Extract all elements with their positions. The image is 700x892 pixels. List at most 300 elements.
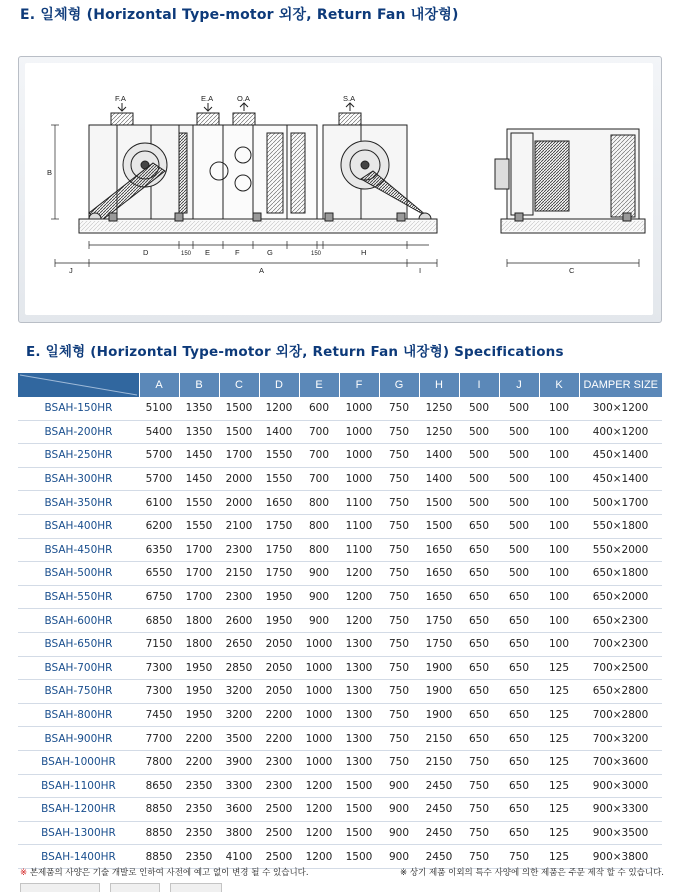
value-cell: 550×2000	[579, 538, 662, 562]
value-cell: 700×2800	[579, 703, 662, 727]
value-cell: 1000	[299, 750, 339, 774]
value-cell: 900×3800	[579, 845, 662, 869]
value-cell: 1500	[219, 397, 259, 420]
value-cell: 7300	[139, 656, 179, 680]
value-cell: 650	[459, 609, 499, 633]
value-cell: 1700	[219, 444, 259, 468]
value-cell: 2500	[259, 845, 299, 869]
value-cell: 300×1200	[579, 397, 662, 420]
model-cell: BSAH-1200HR	[18, 798, 139, 822]
header-cell: H	[419, 373, 459, 397]
value-cell: 600	[299, 397, 339, 420]
header-cell: E	[299, 373, 339, 397]
value-cell: 100	[539, 609, 579, 633]
value-cell: 3500	[219, 727, 259, 751]
value-cell: 700×2300	[579, 632, 662, 656]
value-cell: 1550	[259, 444, 299, 468]
value-cell: 750	[459, 821, 499, 845]
value-cell: 750	[379, 491, 419, 515]
value-cell: 1750	[259, 562, 299, 586]
value-cell: 1750	[259, 538, 299, 562]
model-cell: BSAH-750HR	[18, 680, 139, 704]
value-cell: 500	[499, 397, 539, 420]
value-cell: 500	[459, 397, 499, 420]
table-row	[18, 774, 662, 798]
value-cell: 750	[379, 703, 419, 727]
value-cell: 1500	[339, 798, 379, 822]
value-cell: 100	[539, 585, 579, 609]
value-cell: 1550	[259, 467, 299, 491]
value-cell: 650	[459, 632, 499, 656]
value-cell: 900×3500	[579, 821, 662, 845]
value-cell: 900	[379, 798, 419, 822]
header-cell: D	[259, 373, 299, 397]
value-cell: 1000	[299, 703, 339, 727]
spec-table	[18, 373, 662, 869]
note-mark: ※	[400, 868, 408, 878]
table-row	[18, 727, 662, 751]
value-cell: 1900	[419, 703, 459, 727]
value-cell: 650	[459, 514, 499, 538]
value-cell: 750	[499, 845, 539, 869]
value-cell: 1000	[339, 397, 379, 420]
value-cell: 500	[499, 538, 539, 562]
value-cell: 1350	[179, 420, 219, 444]
value-cell: 1300	[339, 656, 379, 680]
value-cell: 750	[379, 444, 419, 468]
value-cell: 7800	[139, 750, 179, 774]
value-cell: 650	[499, 632, 539, 656]
value-cell: 1500	[219, 420, 259, 444]
value-cell: 5700	[139, 467, 179, 491]
value-cell: 1700	[179, 585, 219, 609]
value-cell: 125	[539, 845, 579, 869]
value-cell: 650	[499, 798, 539, 822]
value-cell: 750	[379, 656, 419, 680]
value-cell: 2200	[259, 703, 299, 727]
footnote-right	[400, 866, 664, 878]
value-cell: 1700	[179, 562, 219, 586]
value-cell: 100	[539, 420, 579, 444]
header-cell: C	[219, 373, 259, 397]
label-d: D	[143, 248, 149, 257]
value-cell: 2050	[259, 680, 299, 704]
table-row	[18, 609, 662, 633]
value-cell: 1100	[339, 514, 379, 538]
value-cell: 2450	[419, 774, 459, 798]
value-cell: 2500	[259, 798, 299, 822]
value-cell: 1500	[339, 821, 379, 845]
value-cell: 1000	[339, 444, 379, 468]
value-cell: 1750	[419, 609, 459, 633]
table-row	[18, 845, 662, 869]
value-cell: 1950	[259, 585, 299, 609]
value-cell: 650×1800	[579, 562, 662, 586]
footnote-left	[20, 866, 309, 878]
value-cell: 750	[379, 609, 419, 633]
value-cell: 100	[539, 632, 579, 656]
label-j: J	[69, 266, 73, 275]
note-mark: ※	[20, 868, 28, 878]
value-cell: 1450	[179, 467, 219, 491]
value-cell: 100	[539, 444, 579, 468]
model-cell: BSAH-1400HR	[18, 845, 139, 869]
value-cell: 1400	[259, 420, 299, 444]
label-sa: S.A	[343, 94, 356, 103]
value-cell: 650	[459, 562, 499, 586]
value-cell: 7300	[139, 680, 179, 704]
value-cell: 8850	[139, 821, 179, 845]
value-cell: 750	[379, 562, 419, 586]
value-cell: 100	[539, 467, 579, 491]
model-cell: BSAH-800HR	[18, 703, 139, 727]
value-cell: 1750	[419, 632, 459, 656]
value-cell: 650	[459, 727, 499, 751]
value-cell: 700	[299, 444, 339, 468]
value-cell: 500	[499, 562, 539, 586]
value-cell: 1500	[339, 845, 379, 869]
technical-drawing-canvas	[25, 63, 653, 315]
value-cell: 1000	[299, 680, 339, 704]
value-cell: 650	[499, 774, 539, 798]
value-cell: 2300	[259, 750, 299, 774]
model-cell: BSAH-350HR	[18, 491, 139, 515]
value-cell: 650	[459, 703, 499, 727]
value-cell: 500	[499, 467, 539, 491]
label-e: E	[205, 248, 211, 257]
value-cell: 8850	[139, 845, 179, 869]
value-cell: 1200	[299, 845, 339, 869]
value-cell: 100	[539, 514, 579, 538]
value-cell: 1000	[299, 632, 339, 656]
value-cell: 8650	[139, 774, 179, 798]
value-cell: 1100	[339, 538, 379, 562]
value-cell: 2050	[259, 632, 299, 656]
model-cell: BSAH-250HR	[18, 444, 139, 468]
value-cell: 100	[539, 397, 579, 420]
value-cell: 1200	[299, 774, 339, 798]
value-cell: 1400	[419, 444, 459, 468]
value-cell: 2050	[259, 656, 299, 680]
value-cell: 5100	[139, 397, 179, 420]
table-row	[18, 656, 662, 680]
value-cell: 750	[459, 774, 499, 798]
value-cell: 750	[379, 538, 419, 562]
table-row	[18, 632, 662, 656]
diagonal-divider	[18, 373, 139, 397]
value-cell: 2300	[219, 538, 259, 562]
value-cell: 650	[499, 680, 539, 704]
model-cell: BSAH-300HR	[18, 467, 139, 491]
header-cell: J	[499, 373, 539, 397]
value-cell: 500	[459, 467, 499, 491]
label-h: H	[361, 248, 367, 257]
value-cell: 1650	[419, 585, 459, 609]
value-cell: 125	[539, 774, 579, 798]
value-cell: 2600	[219, 609, 259, 633]
technical-drawing-panel	[18, 56, 662, 323]
value-cell: 6750	[139, 585, 179, 609]
value-cell: 900	[379, 845, 419, 869]
value-cell: 2350	[179, 821, 219, 845]
value-cell: 750	[379, 727, 419, 751]
value-cell: 1300	[339, 703, 379, 727]
value-cell: 125	[539, 727, 579, 751]
value-cell: 1950	[179, 680, 219, 704]
value-cell: 125	[539, 798, 579, 822]
value-cell: 1200	[259, 397, 299, 420]
value-cell: 3800	[219, 821, 259, 845]
value-cell: 2450	[419, 821, 459, 845]
value-cell: 2650	[219, 632, 259, 656]
value-cell: 1700	[179, 538, 219, 562]
value-cell: 650	[459, 585, 499, 609]
value-cell: 650	[499, 703, 539, 727]
header-cell: DAMPER SIZE	[579, 373, 662, 397]
value-cell: 1650	[419, 562, 459, 586]
table-row	[18, 585, 662, 609]
value-cell: 1950	[259, 609, 299, 633]
value-cell: 3200	[219, 703, 259, 727]
value-cell: 650×2000	[579, 585, 662, 609]
value-cell: 1900	[419, 680, 459, 704]
value-cell: 1300	[339, 680, 379, 704]
value-cell: 2450	[419, 845, 459, 869]
table-row	[18, 703, 662, 727]
value-cell: 1200	[339, 562, 379, 586]
value-cell: 3200	[219, 680, 259, 704]
value-cell: 400×1200	[579, 420, 662, 444]
value-cell: 450×1400	[579, 444, 662, 468]
value-cell: 1300	[339, 750, 379, 774]
value-cell: 2000	[219, 491, 259, 515]
value-cell: 7150	[139, 632, 179, 656]
header-cell: B	[179, 373, 219, 397]
value-cell: 1200	[299, 821, 339, 845]
header-cell: I	[459, 373, 499, 397]
value-cell: 500	[499, 514, 539, 538]
value-cell: 500×1700	[579, 491, 662, 515]
value-cell: 7450	[139, 703, 179, 727]
label-i: I	[419, 266, 422, 275]
value-cell: 2000	[219, 467, 259, 491]
table-row	[18, 798, 662, 822]
value-cell: 1500	[419, 514, 459, 538]
label-150-left: 150	[181, 251, 192, 257]
value-cell: 1950	[179, 703, 219, 727]
table-row	[18, 444, 662, 468]
value-cell: 2350	[179, 845, 219, 869]
value-cell: 1650	[419, 538, 459, 562]
header-cell: K	[539, 373, 579, 397]
value-cell: 750	[379, 750, 419, 774]
table-row	[18, 538, 662, 562]
header-cell: G	[379, 373, 419, 397]
table-row	[18, 397, 662, 420]
value-cell: 5700	[139, 444, 179, 468]
value-cell: 1500	[339, 774, 379, 798]
model-cell: BSAH-500HR	[18, 562, 139, 586]
value-cell: 1550	[179, 514, 219, 538]
value-cell: 6100	[139, 491, 179, 515]
table-row	[18, 750, 662, 774]
value-cell: 6200	[139, 514, 179, 538]
value-cell: 1200	[299, 798, 339, 822]
value-cell: 750	[379, 467, 419, 491]
model-cell: BSAH-1000HR	[18, 750, 139, 774]
model-cell: BSAH-550HR	[18, 585, 139, 609]
value-cell: 2150	[419, 727, 459, 751]
label-fa: F.A	[115, 94, 126, 103]
value-cell: 3600	[219, 798, 259, 822]
value-cell: 1100	[339, 491, 379, 515]
value-cell: 900	[379, 774, 419, 798]
value-cell: 750	[379, 420, 419, 444]
side-view	[51, 103, 437, 267]
value-cell: 1800	[179, 609, 219, 633]
value-cell: 500	[459, 420, 499, 444]
model-cell: BSAH-150HR	[18, 397, 139, 420]
end-view	[495, 129, 645, 267]
value-cell: 1200	[339, 609, 379, 633]
value-cell: 1000	[299, 656, 339, 680]
label-b: B	[47, 168, 53, 177]
value-cell: 5400	[139, 420, 179, 444]
footnote-right-text: 상기 제품 이외의 특수 사양에 의한 제품은 주문 제작 할 수 있습니다.	[409, 868, 664, 878]
value-cell: 100	[539, 491, 579, 515]
value-cell: 800	[299, 538, 339, 562]
value-cell: 900	[299, 562, 339, 586]
spec-title: E. 일체형 (Horizontal Type-motor 외장, Return Fan 내장형) Specifications	[26, 344, 564, 360]
value-cell: 750	[379, 397, 419, 420]
value-cell: 550×1800	[579, 514, 662, 538]
value-cell: 125	[539, 750, 579, 774]
model-cell: BSAH-600HR	[18, 609, 139, 633]
value-cell: 900×3300	[579, 798, 662, 822]
value-cell: 2850	[219, 656, 259, 680]
value-cell: 1250	[419, 420, 459, 444]
table-header-row	[18, 373, 662, 397]
value-cell: 650	[499, 609, 539, 633]
value-cell: 1400	[419, 467, 459, 491]
value-cell: 1500	[419, 491, 459, 515]
value-cell: 6350	[139, 538, 179, 562]
value-cell: 2350	[179, 774, 219, 798]
value-cell: 2300	[259, 774, 299, 798]
value-cell: 1000	[299, 727, 339, 751]
value-cell: 100	[539, 538, 579, 562]
value-cell: 2300	[219, 585, 259, 609]
model-cell: BSAH-700HR	[18, 656, 139, 680]
value-cell: 900	[299, 609, 339, 633]
table-row	[18, 514, 662, 538]
table-row	[18, 562, 662, 586]
ahu-dimension-drawing	[25, 63, 653, 315]
value-cell: 1450	[179, 444, 219, 468]
value-cell: 2150	[419, 750, 459, 774]
value-cell: 1900	[419, 656, 459, 680]
value-cell: 8850	[139, 798, 179, 822]
label-a: A	[259, 266, 265, 275]
value-cell: 650	[499, 821, 539, 845]
value-cell: 750	[379, 585, 419, 609]
value-cell: 900×3000	[579, 774, 662, 798]
value-cell: 7700	[139, 727, 179, 751]
header-cell: F	[339, 373, 379, 397]
value-cell: 2100	[219, 514, 259, 538]
value-cell: 3300	[219, 774, 259, 798]
label-c: C	[569, 266, 575, 275]
model-cell: BSAH-200HR	[18, 420, 139, 444]
value-cell: 500	[499, 444, 539, 468]
value-cell: 700	[299, 467, 339, 491]
value-cell: 1350	[179, 397, 219, 420]
label-oa: O.A	[237, 94, 250, 103]
model-cell: BSAH-900HR	[18, 727, 139, 751]
value-cell: 125	[539, 680, 579, 704]
value-cell: 650	[499, 656, 539, 680]
value-cell: 500	[459, 491, 499, 515]
value-cell: 650	[459, 680, 499, 704]
table-row	[18, 680, 662, 704]
value-cell: 1200	[339, 585, 379, 609]
value-cell: 4100	[219, 845, 259, 869]
value-cell: 750	[379, 680, 419, 704]
value-cell: 650	[459, 656, 499, 680]
model-cell: BSAH-1300HR	[18, 821, 139, 845]
value-cell: 2200	[179, 750, 219, 774]
value-cell: 900	[379, 821, 419, 845]
model-cell: BSAH-1100HR	[18, 774, 139, 798]
value-cell: 1750	[259, 514, 299, 538]
label-ea: E.A	[201, 94, 214, 103]
table-row	[18, 420, 662, 444]
header-cell: A	[139, 373, 179, 397]
value-cell: 650	[459, 538, 499, 562]
value-cell: 2200	[179, 727, 219, 751]
value-cell: 2350	[179, 798, 219, 822]
value-cell: 650×2800	[579, 680, 662, 704]
value-cell: 450×1400	[579, 467, 662, 491]
value-cell: 2150	[219, 562, 259, 586]
table-row	[18, 467, 662, 491]
value-cell: 125	[539, 703, 579, 727]
header-corner-cell	[18, 373, 139, 397]
value-cell: 6550	[139, 562, 179, 586]
value-cell: 750	[459, 798, 499, 822]
value-cell: 650	[499, 727, 539, 751]
value-cell: 3900	[219, 750, 259, 774]
value-cell: 750	[379, 514, 419, 538]
value-cell: 1250	[419, 397, 459, 420]
value-cell: 750	[379, 632, 419, 656]
value-cell: 900	[299, 585, 339, 609]
page-title: E. 일체형 (Horizontal Type-motor 외장, Return Fan 내장형)	[20, 7, 459, 23]
value-cell: 1650	[259, 491, 299, 515]
spec-table-body	[18, 397, 662, 868]
table-row	[18, 491, 662, 515]
value-cell: 6850	[139, 609, 179, 633]
value-cell: 800	[299, 491, 339, 515]
value-cell: 700	[299, 420, 339, 444]
value-cell: 2200	[259, 727, 299, 751]
value-cell: 700×2500	[579, 656, 662, 680]
value-cell: 1000	[339, 420, 379, 444]
value-cell: 650	[499, 585, 539, 609]
footnote-left-text: 본제품의 사양은 기술 개발로 인하여 사전에 예고 없이 변경 될 수 있습니다.	[29, 868, 309, 878]
value-cell: 1300	[339, 727, 379, 751]
label-g: G	[267, 248, 273, 257]
